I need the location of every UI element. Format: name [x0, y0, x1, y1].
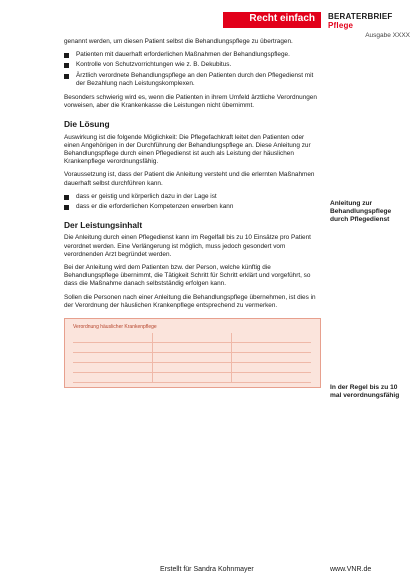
- footer-url: www.VNR.de: [330, 566, 372, 573]
- intro-bullet-3: Ärztlich verordnete Behandlungspflege an den Patienten durch den Pflegedienst mit der Bezahlung nach Leistungskomplexen.: [64, 72, 321, 88]
- leistungsinhalt-paragraph-2: Bei der Anleitung wird dem Patienten bzw. der Person, welche künftig die Behandlungspflege übernimmt, die Tätigkeit Schritt für Schritt erklärt und vorgeführt, so dass die Maßnahme danach selbstständig erfolgen kann.: [64, 264, 311, 288]
- form-row: [73, 333, 311, 343]
- brand-suffix: Pflege: [328, 21, 354, 30]
- form-row: [73, 373, 311, 383]
- intro-bullets: [64, 51, 321, 88]
- loesung-bullet-2: dass er die erforderlichen Kompetenzen erwerben kann: [64, 203, 321, 211]
- section-header-bar: [223, 12, 321, 28]
- leistungsinhalt-paragraph-1: Die Anleitung durch einen Pflegedienst kann im Regelfall bis zu 10 Einsätze pro Patient verordnet werden. Eine Verlängerung ist möglich, muss jedoch gesondert vom verordnenden Arzt begründet werden.: [64, 234, 311, 258]
- intro-bullet-2: Kontrolle von Schutzvorrichtungen wie z. B. Dekubitus.: [64, 61, 321, 69]
- loesung-paragraph-1: Auswirkung ist die folgende Möglichkeit: Die Pflegefachkraft leitet den Patienten oder einen Angehörigen in der Durchführung der Behandlungspflege an. Diese Anleitung zur Behandlungspflege durch einen Pflegedienst ist auch als Leistung der häuslichen Krankenpflege verordnungsfähig.: [64, 133, 311, 166]
- form-title: Verordnung häuslicher Krankenpflege: [73, 324, 157, 331]
- main-content: [64, 38, 321, 388]
- loesung-paragraph-2: Voraussetzung ist, dass der Patient die Anleitung versteht und die erlernten Maßnahmen dauerhaft selbst durchführen kann.: [64, 171, 315, 187]
- leistungsinhalt-paragraph-3: Sollen die Personen nach einer Anleitung die Behandlungspflege übernehmen, ist dies in der Verordnung der häuslichen Krankenpflege entsprechend zu vermerken.: [64, 293, 316, 309]
- intro-paragraph-2: Besonders schwierig wird es, wenn die Patienten in ihrem Umfeld ärztliche Verordnungen vorweisen, aber die Krankenkasse die Leistungen nicht übernimmt.: [64, 94, 317, 110]
- loesung-bullet-1: dass er geistig und körperlich dazu in der Lage ist: [64, 193, 321, 201]
- margin-note-anleitung: Anleitung zur Behandlungspflege durch Pflegedienst: [330, 200, 392, 223]
- loesung-heading: Die Lösung: [64, 119, 110, 130]
- intro-bullet-1: Patienten mit dauerhaft erforderlichen Maßnahmen der Behandlungspflege.: [64, 51, 321, 59]
- form-grid: [73, 333, 311, 383]
- brand-prefix: BERATERBRIEF: [328, 12, 393, 21]
- form-excerpt: [64, 318, 321, 388]
- leistungsinhalt-heading: Der Leistungsinhalt: [64, 220, 143, 231]
- loesung-bullets: [64, 193, 321, 211]
- brand-title: [328, 12, 410, 30]
- brand-block: [328, 12, 410, 39]
- form-row: [73, 353, 311, 363]
- intro-paragraph: genannt werden, um diesen Patient selbst die Behandlungspflege zu übertragen.: [64, 38, 293, 45]
- margin-note-verordnung: In der Regel bis zu 10 mal verordnungsfähig: [330, 384, 400, 399]
- footer-author: Erstellt für Sandra Kohnmayer: [160, 566, 254, 573]
- form-row: [73, 343, 311, 353]
- form-row: [73, 363, 311, 373]
- section-label: Recht einfach: [249, 13, 315, 24]
- brand-sub: Ausgabe XXXX: [365, 32, 410, 39]
